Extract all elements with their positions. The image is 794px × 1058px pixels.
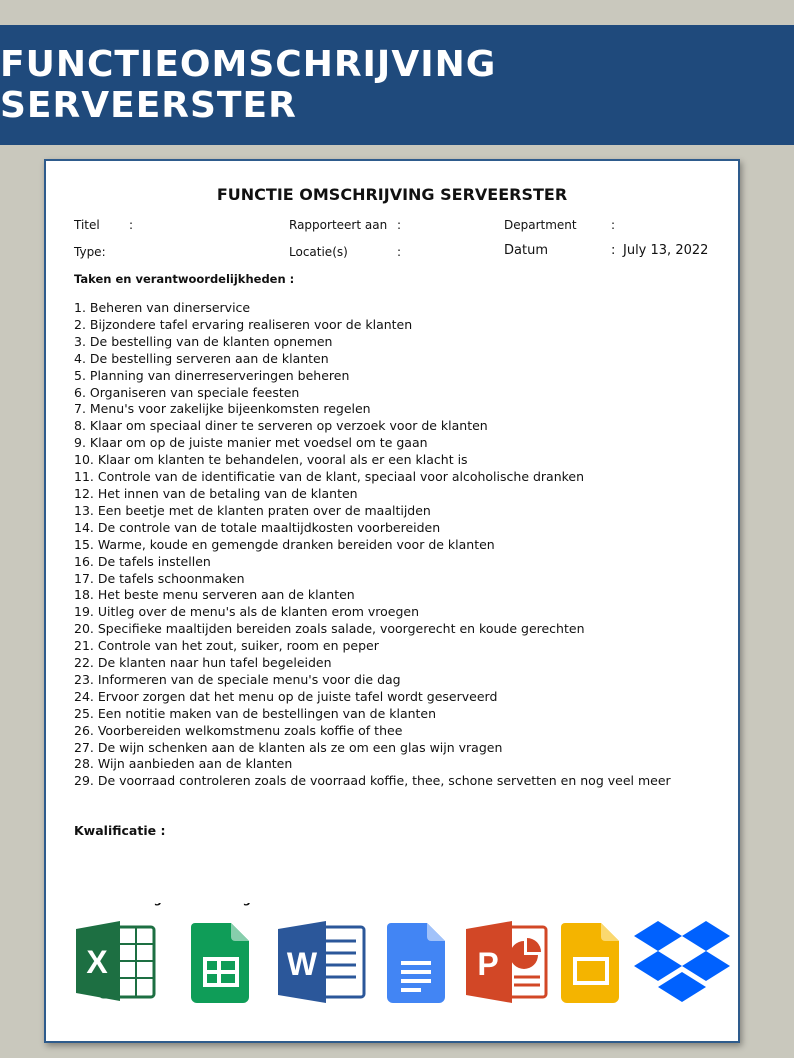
format-icons (46, 909, 738, 1019)
kwalificatie-heading: Kwalificatie : (74, 823, 166, 838)
task-list (74, 300, 671, 790)
task-item: 9. Klaar om op de juiste manier met voedsel om te gaan (74, 435, 428, 451)
task-item: 29. De voorraad controleren zoals de voorraad koffie, thee, schone servetten en nog veel meer (74, 773, 671, 789)
task-item: 25. Een notitie maken van de bestellingen van de klanten (74, 705, 437, 721)
field-rapporteert-label: Rapporteert aan (289, 218, 388, 232)
task-item: 26. Voorbereiden welkomstmenu zoals koffie of thee (74, 722, 403, 738)
dropbox-icon[interactable] (634, 921, 730, 1007)
task-item: 12. Het innen van de betaling van de klanten (74, 485, 358, 501)
field-datum-label: Datum (504, 243, 548, 258)
field-type-label: Type: (74, 245, 106, 259)
google-slides-icon[interactable] (561, 923, 621, 1003)
task-item: 22. De klanten naar hun tafel begeleiden (74, 655, 332, 671)
page-fade (46, 889, 738, 903)
tasks-heading: Taken en verantwoordelijkheden : (74, 272, 295, 286)
task-item: 3. De bestelling van de klanten opnemen (74, 333, 333, 349)
field-locatie-label: Locatie(s) (289, 245, 348, 259)
svg-text:X: X (86, 944, 108, 980)
task-item: 20. Specifieke maaltijden bereiden zoals salade, voorgerecht en koude gerechten (74, 621, 585, 637)
task-item: 2. Bijzondere tafel ervaring realiseren voor de klanten (74, 316, 413, 332)
task-item: 19. Uitleg over de menu's als de klanten erom vroegen (74, 604, 420, 620)
task-item: 28. Wijn aanbieden aan de klanten (74, 756, 293, 772)
task-item: 14. De controle van de totale maaltijdkosten voorbereiden (74, 519, 441, 535)
field-titel-sep: : (129, 218, 134, 232)
header-banner (0, 25, 794, 145)
task-item: 6. Organiseren van speciale feesten (74, 384, 300, 400)
task-item: 7. Menu's voor zakelijke bijeenkomsten regelen (74, 401, 371, 417)
field-rapporteert-sep: : (397, 218, 402, 232)
field-locatie-sep: : (397, 245, 402, 259)
task-item: 5. Planning van dinerreserveringen beheren (74, 367, 350, 383)
task-item: 8. Klaar om speciaal diner te serveren op verzoek voor de klanten (74, 418, 488, 434)
task-item: 10. Klaar om klanten te behandelen, vooral als er een klacht is (74, 452, 468, 468)
field-datum-sep: : (611, 243, 616, 258)
field-department-sep: : (611, 218, 616, 232)
task-item: 24. Ervoor zorgen dat het menu op de juiste tafel wordt geserveerd (74, 688, 498, 704)
task-item: 15. Warme, koude en gemengde dranken bereiden voor de klanten (74, 536, 495, 552)
banner-title: FUNCTIEOMSCHRIJVING SERVEERSTER (0, 44, 497, 126)
task-item: 11. Controle van de identificatie van de klant, speciaal voor alcoholische dranken (74, 469, 585, 485)
document-page (44, 159, 740, 1043)
svg-text:P: P (477, 946, 499, 982)
field-department-label: Department (504, 218, 577, 232)
task-item: 23. Informeren van de speciale menu's voor die dag (74, 671, 401, 687)
excel-icon[interactable] (74, 919, 158, 1003)
task-item: 17. De tafels schoonmaken (74, 570, 245, 586)
google-sheets-icon[interactable] (191, 923, 251, 1003)
task-item: 21. Controle van het zout, suiker, room en peper (74, 638, 379, 654)
task-item: 16. De tafels instellen (74, 553, 211, 569)
document-title: FUNCTIE OMSCHRIJVING SERVEERSTER (216, 185, 568, 204)
field-titel-label: Titel (74, 218, 100, 232)
task-item: 13. Een beetje met de klanten praten over de maaltijden (74, 502, 431, 518)
task-item: 1. Beheren van dinerservice (74, 300, 251, 315)
google-docs-icon[interactable] (387, 923, 445, 1003)
task-item: 18. Het beste menu serveren aan de klanten (74, 587, 355, 603)
svg-text:W: W (286, 946, 318, 982)
task-item: 4. De bestelling serveren aan de klanten (74, 350, 329, 366)
word-icon[interactable] (276, 919, 368, 1005)
field-datum-value: July 13, 2022 (623, 243, 709, 258)
task-item: 27. De wijn schenken aan de klanten als ze om een glas wijn vragen (74, 739, 503, 755)
powerpoint-icon[interactable] (464, 919, 550, 1005)
